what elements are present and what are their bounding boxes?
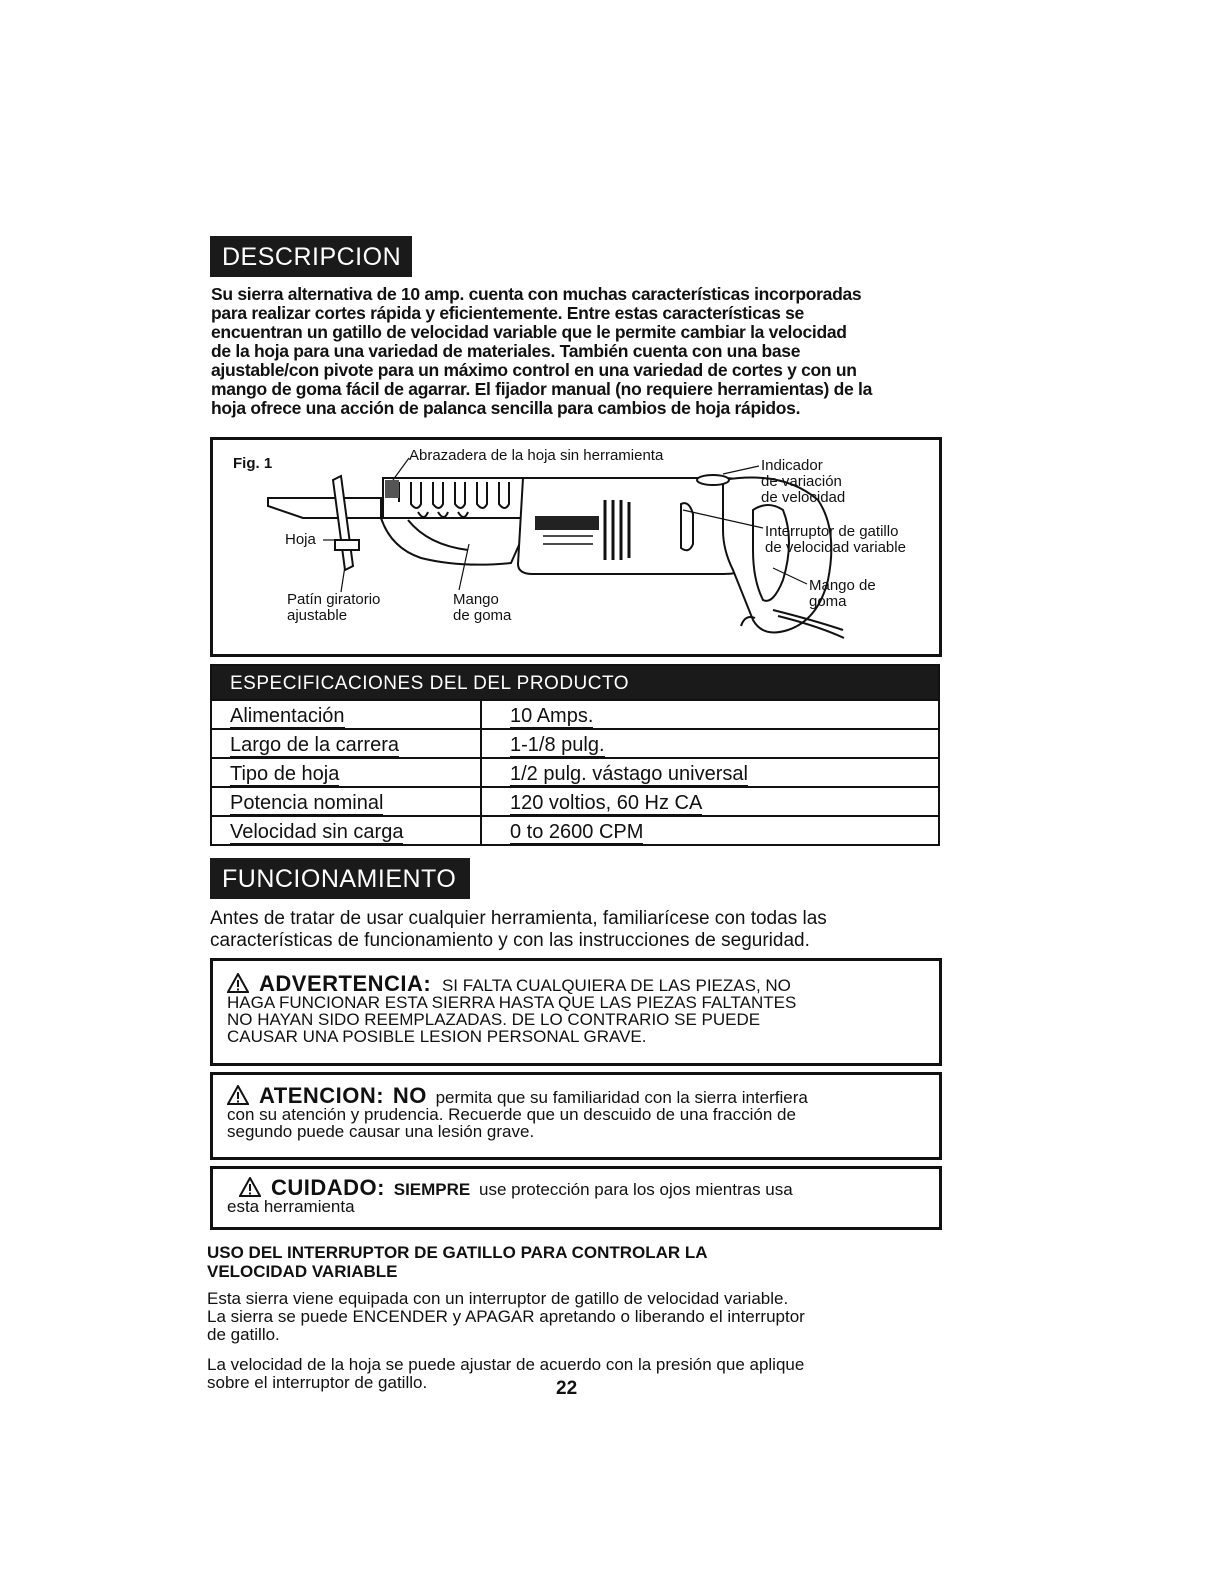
funcionamiento-body bbox=[210, 908, 940, 952]
warning-triangle-icon bbox=[227, 973, 249, 993]
warning-triangle-icon bbox=[227, 1085, 249, 1105]
descripcion-heading bbox=[210, 236, 412, 277]
spec-label-text: Largo de la carrera bbox=[230, 734, 399, 756]
advertencia-line: CAUSAR UNA POSIBLE LESION PERSONAL GRAVE. bbox=[227, 1027, 647, 1046]
callout-clamp: Abrazadera de la hoja sin herramienta bbox=[409, 447, 664, 464]
callout-speed-indicator: Indicador de variación de velocidad bbox=[761, 457, 846, 506]
cuidado-title: CUIDADO: bbox=[271, 1175, 385, 1200]
spec-label bbox=[212, 787, 481, 816]
spec-label bbox=[212, 729, 481, 758]
funcionamiento-line: características de funcionamiento y con las instrucciones de seguridad. bbox=[210, 930, 810, 951]
descripcion-line: para realizar cortes rápida y eficientemente. Entre estas características se bbox=[211, 303, 804, 323]
trigger-heading-line: USO DEL INTERRUPTOR DE GATILLO PARA CONTROLAR LA bbox=[207, 1243, 708, 1262]
figure-1 bbox=[210, 437, 942, 657]
trigger-heading-line: VELOCIDAD VARIABLE bbox=[207, 1262, 398, 1281]
trigger-para-1-line: La sierra se puede ENCENDER y APAGAR apretando o liberando el interruptor bbox=[207, 1307, 805, 1326]
descripcion-line: mango de goma fácil de agarrar. El fijador manual (no requiere herramientas) de la bbox=[211, 379, 873, 399]
spec-value bbox=[481, 729, 938, 758]
trigger-para-1-line: de gatillo. bbox=[207, 1325, 280, 1344]
spec-value bbox=[481, 700, 938, 729]
advertencia-first-text: SI FALTA CUALQUIERA DE LAS PIEZAS, NO bbox=[441, 976, 791, 995]
funcionamiento-heading-text: FUNCIONAMIENTO bbox=[222, 865, 457, 893]
atencion-emph: NO bbox=[392, 1083, 427, 1108]
funcionamiento-heading bbox=[210, 858, 470, 899]
advertencia-box bbox=[210, 958, 942, 1066]
advertencia-first-line bbox=[227, 973, 939, 994]
spec-label-text: Velocidad sin carga bbox=[230, 821, 404, 843]
cuidado-first-text: use protección para los ojos mientras usa bbox=[479, 1180, 793, 1199]
specifications-table bbox=[210, 664, 940, 846]
trigger-para-1-line: Esta sierra viene equipada con un interruptor de gatillo de velocidad variable. bbox=[207, 1289, 789, 1308]
trigger-para-1 bbox=[207, 1290, 947, 1344]
funcionamiento-line: Antes de tratar de usar cualquier herramienta, familiarícese con todas las bbox=[210, 908, 827, 929]
atencion-first-line bbox=[227, 1085, 939, 1106]
descripcion-line: de la hoja para una variedad de materiales. También cuenta con una base bbox=[211, 341, 801, 361]
atencion-line: con su atención y prudencia. Recuerde que un descuido de una fracción de bbox=[227, 1105, 796, 1124]
cuidado-box bbox=[210, 1166, 942, 1230]
trigger-para-2-line: sobre el interruptor de gatillo. bbox=[207, 1373, 428, 1392]
specifications-heading: ESPECIFICACIONES DEL DEL PRODUCTO bbox=[212, 666, 938, 699]
descripcion-heading-text: DESCRIPCION bbox=[222, 243, 402, 271]
cuidado-line: esta herramienta bbox=[227, 1197, 355, 1216]
spec-value-text: 1/2 pulg. vástago universal bbox=[510, 763, 748, 785]
spec-value bbox=[481, 787, 938, 816]
atencion-title: ATENCION: bbox=[259, 1083, 385, 1108]
spec-label-text: Tipo de hoja bbox=[230, 763, 340, 785]
trigger-section-heading bbox=[207, 1243, 947, 1281]
spec-value bbox=[481, 816, 938, 844]
atencion-line: segundo puede causar una lesión grave. bbox=[227, 1122, 535, 1141]
descripcion-line: hoja ofrece una acción de palanca sencilla para cambios de hoja rápidos. bbox=[211, 398, 801, 418]
cuidado-first-line bbox=[227, 1177, 939, 1198]
table-row bbox=[212, 787, 938, 816]
cuidado-emph: SIEMPRE bbox=[393, 1180, 471, 1199]
spec-value-text: 120 voltios, 60 Hz CA bbox=[510, 792, 703, 814]
descripcion-line: encuentran un gatillo de velocidad variable que le permite cambiar la velocidad bbox=[211, 322, 847, 342]
advertencia-line: NO HAYAN SIDO REEMPLAZADAS. DE LO CONTRARIO SE PUEDE bbox=[227, 1010, 761, 1029]
figure-label: Fig. 1 bbox=[233, 455, 273, 472]
callout-rubber-handle-left: Mango de goma bbox=[453, 591, 512, 624]
spec-value bbox=[481, 758, 938, 787]
atencion-box bbox=[210, 1072, 942, 1160]
descripcion-line: Su sierra alternativa de 10 amp. cuenta con muchas características incorporadas bbox=[211, 284, 862, 304]
spec-value-text: 1-1/8 pulg. bbox=[510, 734, 605, 756]
atencion-first-text: permita que su familiaridad con la sierra interfiera bbox=[435, 1088, 808, 1107]
spec-value-text: 10 Amps. bbox=[510, 705, 594, 727]
callout-trigger: Interruptor de gatillo de velocidad variable bbox=[765, 523, 906, 556]
spec-label bbox=[212, 816, 481, 844]
advertencia-line: HAGA FUNCIONAR ESTA SIERRA HASTA QUE LAS PIEZAS FALTANTES bbox=[227, 993, 797, 1012]
spec-value-text: 0 to 2600 CPM bbox=[510, 821, 644, 843]
callout-rubber-handle-right: Mango de goma bbox=[809, 577, 876, 610]
page-number: 22 bbox=[556, 1378, 578, 1399]
table-row bbox=[212, 729, 938, 758]
table-row bbox=[212, 816, 938, 844]
spec-label-text: Alimentación bbox=[230, 705, 345, 727]
spec-label bbox=[212, 758, 481, 787]
descripcion-body bbox=[211, 285, 946, 418]
trigger-para-2-line: La velocidad de la hoja se puede ajustar de acuerdo con la presión que aplique bbox=[207, 1355, 805, 1374]
callout-shoe: Patín giratorio ajustable bbox=[287, 591, 381, 624]
table-row bbox=[212, 700, 938, 729]
callout-blade: Hoja bbox=[285, 531, 316, 548]
descripcion-line: ajustable/con pivote para un máximo control en una variedad de cortes y con un bbox=[211, 360, 857, 380]
specifications-grid bbox=[212, 699, 938, 844]
spec-label bbox=[212, 700, 481, 729]
spec-label-text: Potencia nominal bbox=[230, 792, 384, 814]
warning-triangle-icon bbox=[239, 1177, 261, 1197]
advertencia-title: ADVERTENCIA: bbox=[259, 971, 432, 996]
table-row bbox=[212, 758, 938, 787]
